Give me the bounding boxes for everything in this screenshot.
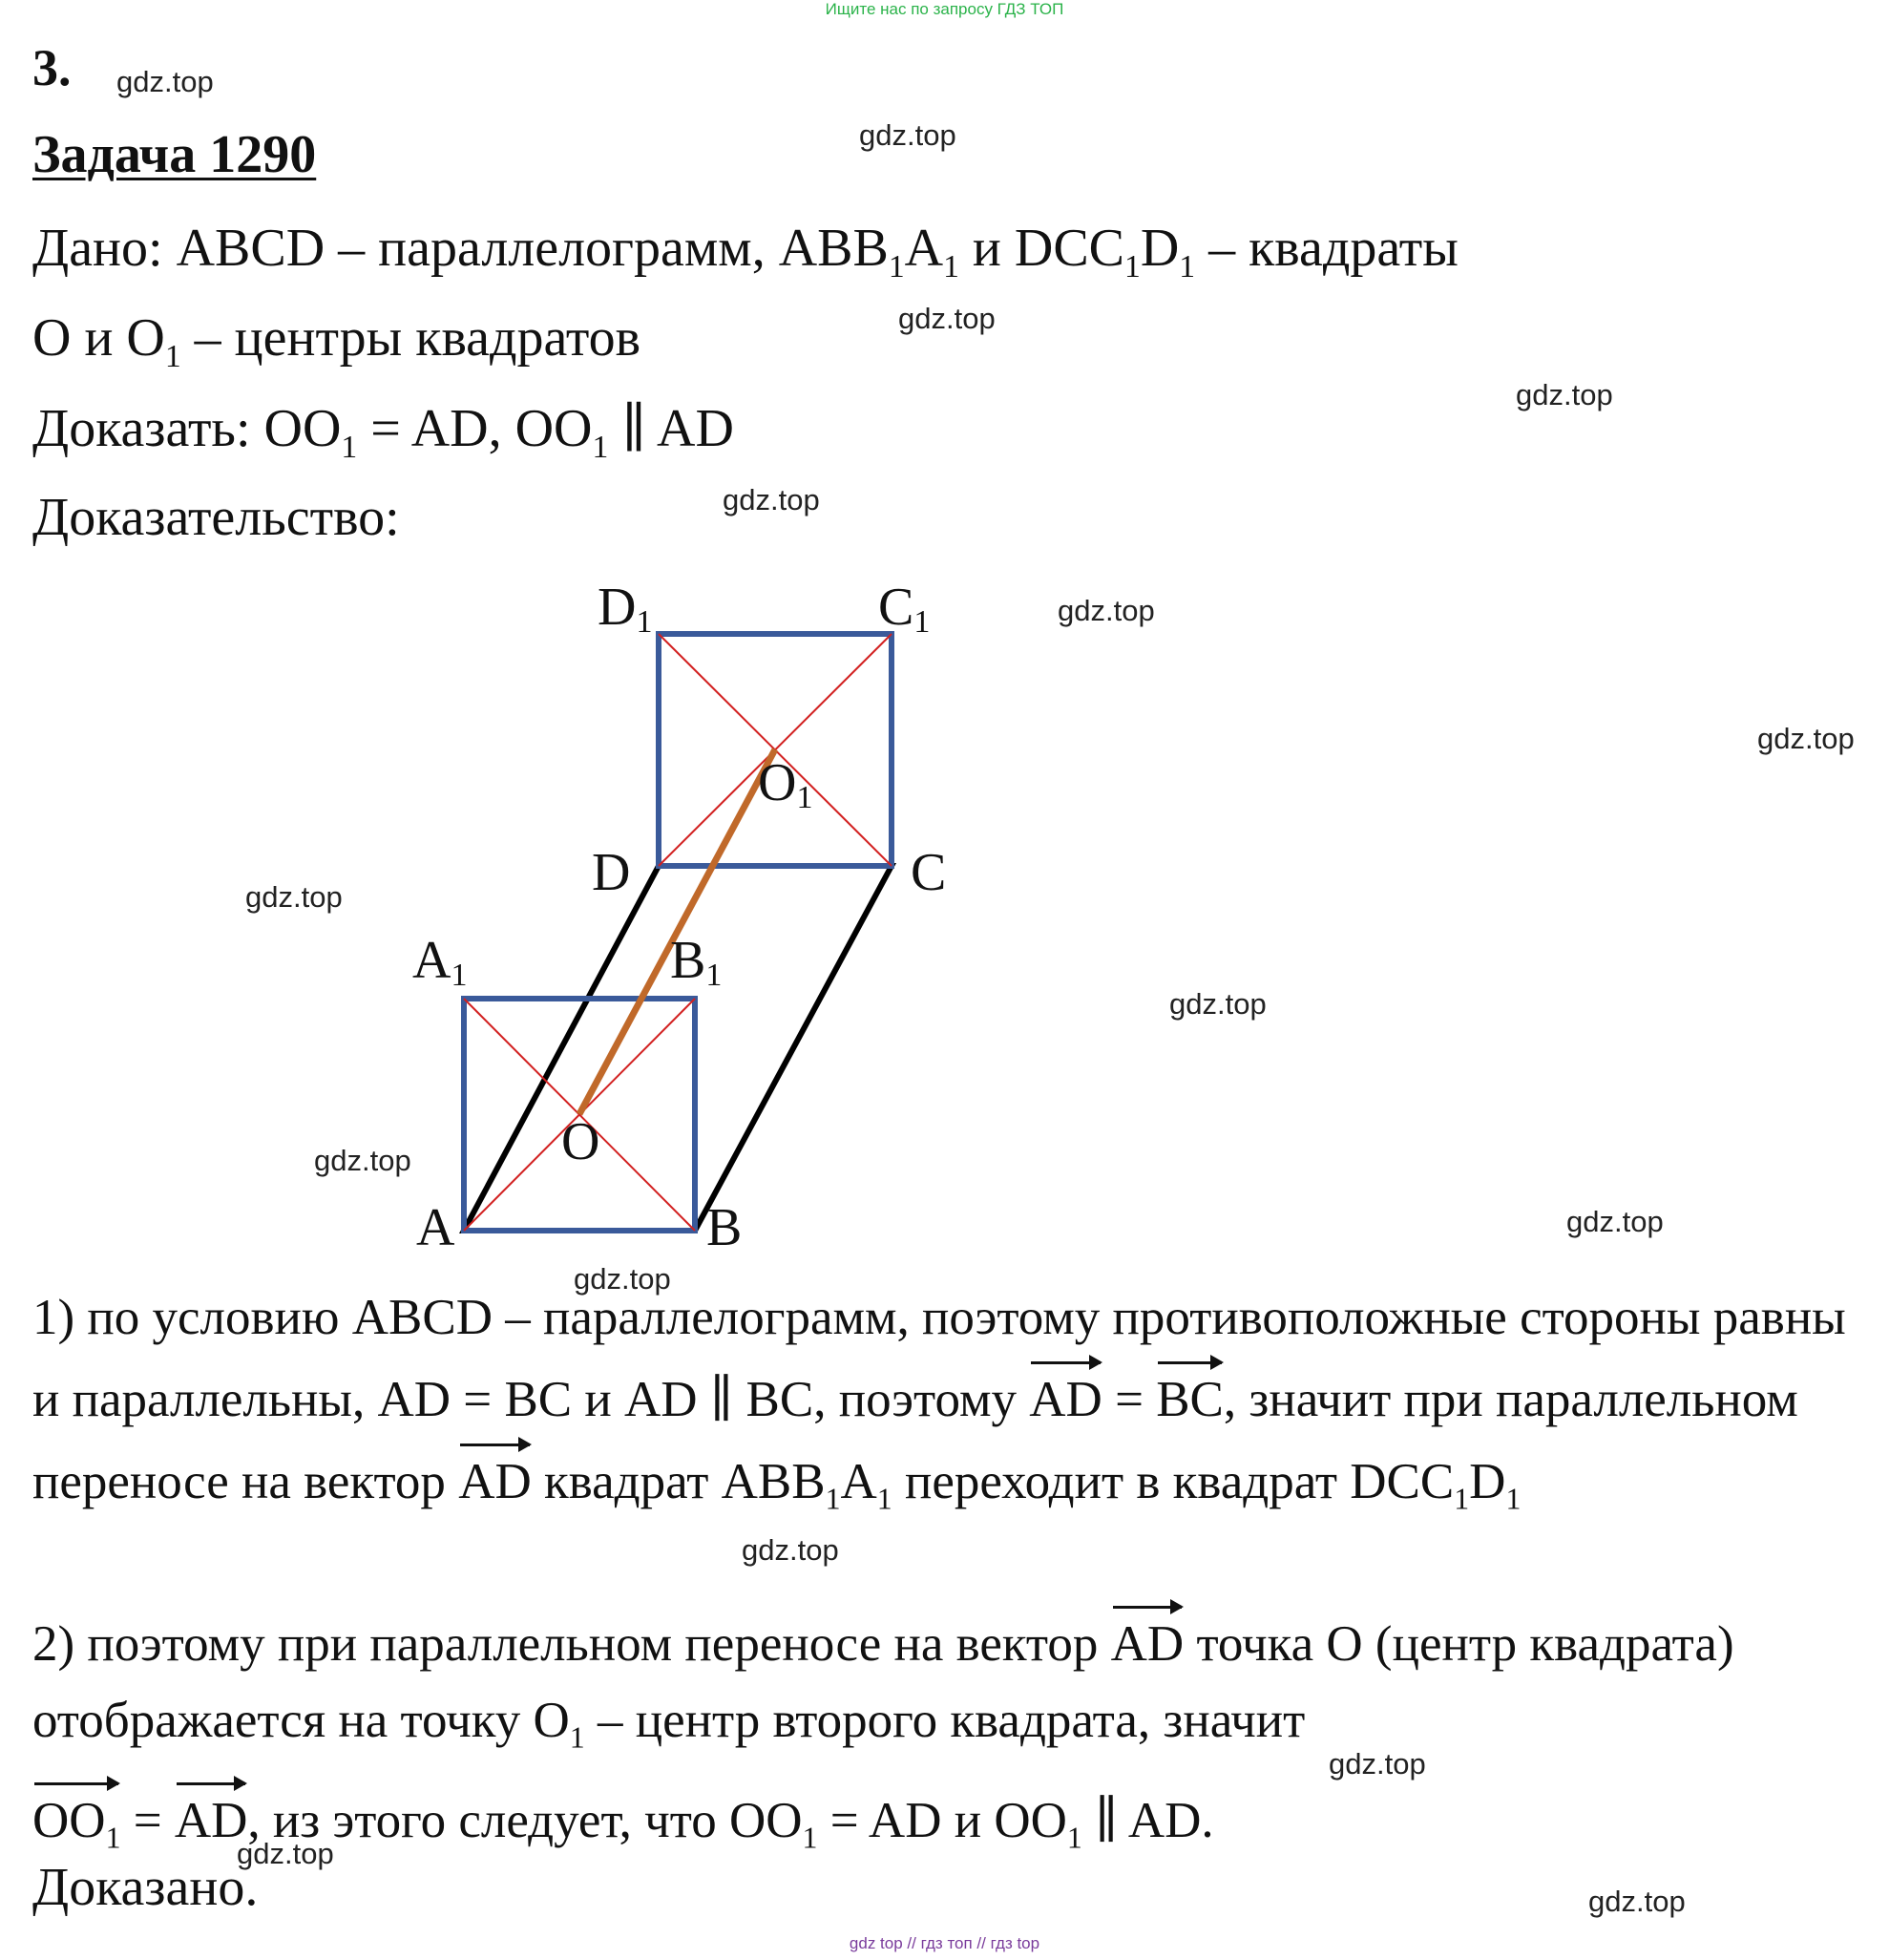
subscript: 1 (164, 339, 181, 375)
step-text: 1) по условию ABCD – параллелограмм, поэтому противоположные стороны равны и параллельны, AD = BC и AD ∥ BC, поэтому (32, 1290, 1846, 1427)
proof-step-2 (32, 1600, 1875, 1876)
subscript: 1 (943, 249, 959, 285)
watermark: gdz.top (723, 483, 820, 516)
vector-ad: AD (1111, 1600, 1185, 1682)
watermark: gdz.top (859, 118, 956, 152)
subscript: 1 (1124, 249, 1141, 285)
label-d: D (592, 843, 631, 902)
watermark: gdz.top (1757, 722, 1855, 755)
watermark: gdz.top (742, 1533, 839, 1567)
label-a1: A1 (412, 931, 468, 993)
watermark: gdz.top (1566, 1205, 1664, 1238)
label-b: B (706, 1198, 743, 1257)
task-title: Задача 1290 (32, 125, 317, 184)
label-b1: B1 (670, 931, 723, 993)
task-number: 3. (32, 39, 72, 96)
subscript: 1 (1066, 1821, 1082, 1855)
step-text: 2) поэтому при параллельном переносе на вектор (32, 1616, 1111, 1672)
watermark: gdz.top (1588, 1885, 1686, 1918)
subscript: 1 (1505, 1482, 1522, 1516)
vector-oo1: $OO_1$ (32, 1777, 120, 1877)
centers-text: O и O (32, 308, 165, 368)
given-text: Дано: ABCD – параллелограмм, ABB (32, 219, 889, 278)
subscript: 1 (888, 249, 905, 285)
label-c1: C1 (878, 578, 931, 640)
label-a: A (416, 1198, 455, 1257)
vector-ad: AD (1029, 1356, 1102, 1438)
given-text: A (904, 219, 944, 278)
bottom-banner[interactable]: gdz top // гдз топ // гдз top (849, 1934, 1040, 1952)
watermark: gdz.top (116, 65, 214, 98)
watermark: gdz.top (237, 1837, 334, 1870)
conclusion: Доказано. (32, 1858, 259, 1917)
vector-ad: AD (175, 1777, 248, 1859)
step-text: , из этого следует, что OO (247, 1792, 803, 1848)
parallelogram-abcd (464, 866, 892, 1231)
step-text: = (1102, 1372, 1157, 1427)
subscript: 1 (341, 430, 358, 466)
subscript: 1 (876, 1482, 892, 1516)
proof-step-1 (32, 1279, 1875, 1538)
step-text: переходит в квадрат DCC (892, 1454, 1455, 1509)
step-text: = AD и OO (817, 1792, 1067, 1848)
prove-text: Доказать: OO (32, 399, 342, 458)
step-text: A (840, 1454, 877, 1509)
watermark: gdz.top (1169, 987, 1267, 1021)
watermark: gdz.top (1058, 594, 1155, 627)
watermark: gdz.top (1329, 1747, 1426, 1781)
label-o: O (561, 1112, 600, 1171)
step-text: ∥ AD. (1081, 1792, 1214, 1848)
step-text: D (1469, 1454, 1506, 1509)
proof-label: Доказательство: (32, 488, 400, 547)
watermark: gdz.top (314, 1144, 411, 1177)
subscript: 1 (592, 430, 609, 466)
label-d1: D1 (598, 578, 653, 640)
watermark: gdz.top (574, 1262, 671, 1296)
prove-text: = AD, OO (357, 399, 593, 458)
vector-bc: BC (1156, 1356, 1224, 1438)
subscript: 1 (825, 1482, 841, 1516)
prove-text: ∥ AD (608, 399, 734, 458)
subscript: 1 (1454, 1482, 1470, 1516)
given-text: и DCC (958, 219, 1125, 278)
label-o1: O1 (758, 753, 813, 815)
subscript: 1 (1179, 249, 1196, 285)
step-text: , значит при параллельном переносе на вектор (32, 1372, 1798, 1509)
watermark: gdz.top (898, 302, 996, 335)
given-text: D (1140, 219, 1180, 278)
centers-text: – центры квадратов (180, 308, 641, 368)
top-banner[interactable]: Ищите нас по запросу ГДЗ ТОП (825, 0, 1064, 18)
step-text: квадрат ABB (531, 1454, 826, 1509)
watermark: gdz.top (245, 880, 343, 914)
subscript: 1 (569, 1720, 585, 1755)
watermark: gdz.top (1516, 378, 1613, 411)
subscript: 1 (802, 1821, 818, 1855)
vector-ad: AD (458, 1438, 532, 1520)
given-text: – квадраты (1195, 219, 1459, 278)
label-c: C (911, 843, 947, 902)
step-text: – центр второго квадрата, значит (584, 1693, 1306, 1748)
step-text: = (120, 1792, 175, 1848)
step-text: точка O (центр квадрата) отображается на точку O (32, 1616, 1734, 1748)
